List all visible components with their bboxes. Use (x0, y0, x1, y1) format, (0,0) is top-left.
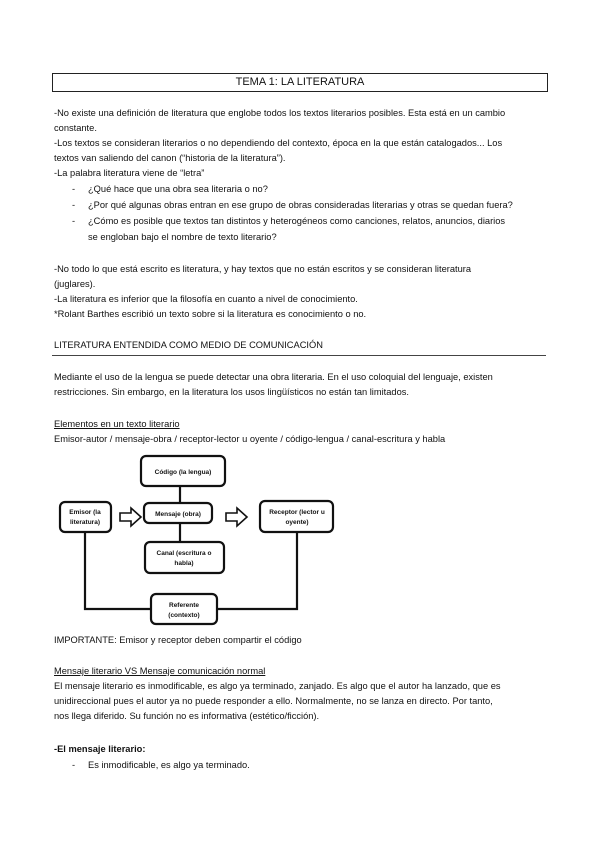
note-line-2: (juglares). (54, 279, 96, 289)
emisor-referente-connector (85, 532, 151, 609)
mensaje-para-line-3: nos llega diferido. Su función no es informativa (estético/ficción). (54, 711, 320, 721)
receptor-referente-connector (217, 532, 297, 609)
section-para-line-2: restricciones. Sin embargo, en la literatura los usos lingüísticos no están tan limitados. (54, 387, 410, 397)
canal-label-1: Canal (escritura o (156, 550, 212, 557)
receptor-label-1: Receptor (lector u (269, 509, 325, 516)
section-para-line-1: Mediante el uso de la lengua se puede detectar una obra literaria. En el uso coloquial del lenguaje, existen (54, 372, 493, 382)
intro-line-1: -No existe una definición de literatura que englobe todos los textos literarios posibles. Esta está en un cambio (54, 108, 506, 118)
mensaje-heading: Mensaje literario VS Mensaje comunicación normal (54, 666, 266, 676)
canal-box (145, 542, 224, 573)
question-item: ¿Por qué algunas obras entran en ese grupo de obras consideradas literarias y otras se quedan fuera? (88, 200, 513, 210)
emisor-label-2: literatura) (70, 519, 100, 526)
canal-label-2: habla) (174, 560, 194, 567)
referente-label-1: Referente (169, 602, 199, 609)
emisor-label-1: Emisor (la (69, 509, 101, 516)
intro-line-3: -Los textos se consideran literarios o no dependiendo del contexto, época en la que están catalogados... Los (54, 138, 503, 148)
literario-heading: -El mensaje literario: (54, 744, 146, 754)
emisor-box (60, 502, 111, 532)
note-line-3: -La literatura es inferior que la filosofía en cuanto a nivel de conocimiento. (54, 294, 358, 304)
codigo-label: Código (la lengua) (154, 469, 212, 476)
arrow-icon (226, 508, 247, 526)
arrow-icon (120, 508, 141, 526)
bullet-dash: - (72, 760, 76, 770)
intro-line-4: textos van saliendo del canon (“historia de la literatura”). (54, 153, 286, 163)
bullet-dash: - (72, 216, 76, 226)
intro-line-5: -La palabra literatura viene de “letra” (54, 168, 205, 178)
page-title: TEMA 1: LA LITERATURA (52, 73, 548, 92)
important-note: IMPORTANTE: Emisor y receptor deben compartir el código (54, 635, 302, 645)
note-line-4: *Rolant Barthes escribió un texto sobre si la literatura es conocimiento o no. (54, 309, 367, 319)
literario-item: Es inmodificable, es algo ya terminado. (88, 760, 250, 770)
mensaje-para-line-2: unidireccional pues el autor ya no puede responder a ello. Normalmente, no se lanza en directo. Por tanto, (54, 696, 493, 706)
mensaje-para-line-1: El mensaje literario es inmodificable, es algo ya terminado, zanjado. Es algo que el autor ha lanzado, que es (54, 681, 501, 691)
question-item-continuation: se engloban bajo el nombre de texto literario? (88, 232, 277, 242)
mensaje-label: Mensaje (obra) (155, 511, 201, 518)
bullet-dash: - (72, 200, 76, 210)
intro-line-2: constante. (54, 123, 97, 133)
receptor-label-2: oyente) (285, 519, 309, 526)
note-line-1: -No todo lo que está escrito es literatura, y hay textos que no están escritos y se consideran literatura (54, 264, 472, 274)
question-item: ¿Qué hace que una obra sea literaria o no? (88, 184, 268, 194)
question-item: ¿Cómo es posible que textos tan distintos y heterogéneos como canciones, relatos, anuncios, diarios (88, 216, 506, 226)
referente-label-2: (contexto) (168, 612, 200, 619)
referente-box (151, 594, 217, 624)
receptor-box (260, 501, 333, 532)
elements-line: Emisor-autor / mensaje-obra / receptor-lector u oyente / código-lengua / canal-escritura y habla (54, 434, 446, 444)
section-heading: LITERATURA ENTENDIDA COMO MEDIO DE COMUNICACIÓN (54, 340, 323, 350)
elements-heading: Elementos en un texto literario (54, 419, 180, 429)
bullet-dash: - (72, 184, 76, 194)
